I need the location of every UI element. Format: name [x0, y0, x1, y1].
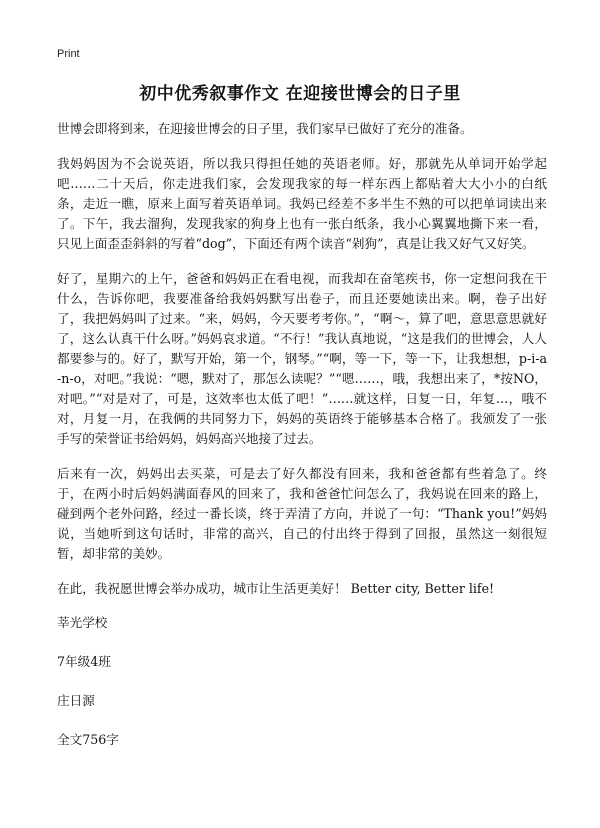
- paragraph-wish: 在此，我祝愿世博会举办成功，城市让生活更美好！ Better city, Better life!: [57, 581, 495, 596]
- school-name: 莘光学校: [57, 615, 108, 630]
- author-name: 庄日源: [57, 693, 95, 708]
- word-count: 全文756字: [57, 732, 119, 747]
- page-title: 初中优秀叙事作文 在迎接世博会的日子里: [139, 84, 461, 104]
- paragraph-intro: 世博会即将到来，在迎接世博会的日子里，我们家早已做好了充分的准备。: [57, 121, 473, 136]
- paragraph-english-teacher: 我妈妈因为不会说英语，所以我只得担任她的英语老师。好，那就先从单词开始学起吧……二十天后，你走进我们家，会发现我家的每一样东西上都贴着大大小小的白纸条，走近一瞧，原来上面写着英语单词。我妈已经差不多半生不熟的可以把单词读出来了。下午，我去溜狗，发现我家的狗身上也有一张白纸条，我小心翼翼地撕下来一看，只见上面歪歪斜斜的写着“dog”，下面还有两个读音“剁狗”，真是让我又好气又好笑。: [57, 156, 547, 251]
- paragraph-dictation: 好了，星期六的上午，爸爸和妈妈正在看电视，而我却在奋笔疾书，你一定想问我在干什么，告诉你吧，我要准备给我妈妈默写出卷子，而且还要她读出来。啊，卷子出好了，我把妈妈叫了过来。“来，妈妈，今天要考考你。”，“啊～，算了吧，意思意思就好了，这么认真干什么呀。”妈妈哀求道。“不行！”我认真地说，“这是我们的世博会，人人都要参与的。好了，默写开始，第一个，钢琴。”“啊，等一下，等一下，让我想想，p-i-a-n-o，对吧。”我说：“嗯，默对了，那怎么读呢？”“嗯……，哦，我想出来了，*按NO，对吧。”“对是对了，可是，这效率也太低了吧！”……就这样，日复一日，年复…，哦不对，月复一月，在我俩的共同努力下，妈妈的英语终于能够基本合格了。我颁发了一张手写的荣誉证书给妈妈，妈妈高兴地接了过去。: [57, 271, 547, 446]
- class-name: 7年级4班: [57, 654, 111, 669]
- print-label: Print: [57, 48, 80, 60]
- article-body: [57, 119, 547, 769]
- paragraph-shopping: 后来有一次，妈妈出去买菜，可是去了好久都没有回来，我和爸爸都有些着急了。终于，在两小时后妈妈满面春风的回来了，我和爸爸忙问怎么了，我妈说在回来的路上，碰到两个老外问路，经过一番长谈，终于弄清了方向，并说了一句：“Thank you!”妈妈说，当她听到这句话时，非常的高兴，自己的付出终于得到了回报，虽然这一刻很短暂，却非常的美妙。: [57, 466, 547, 561]
